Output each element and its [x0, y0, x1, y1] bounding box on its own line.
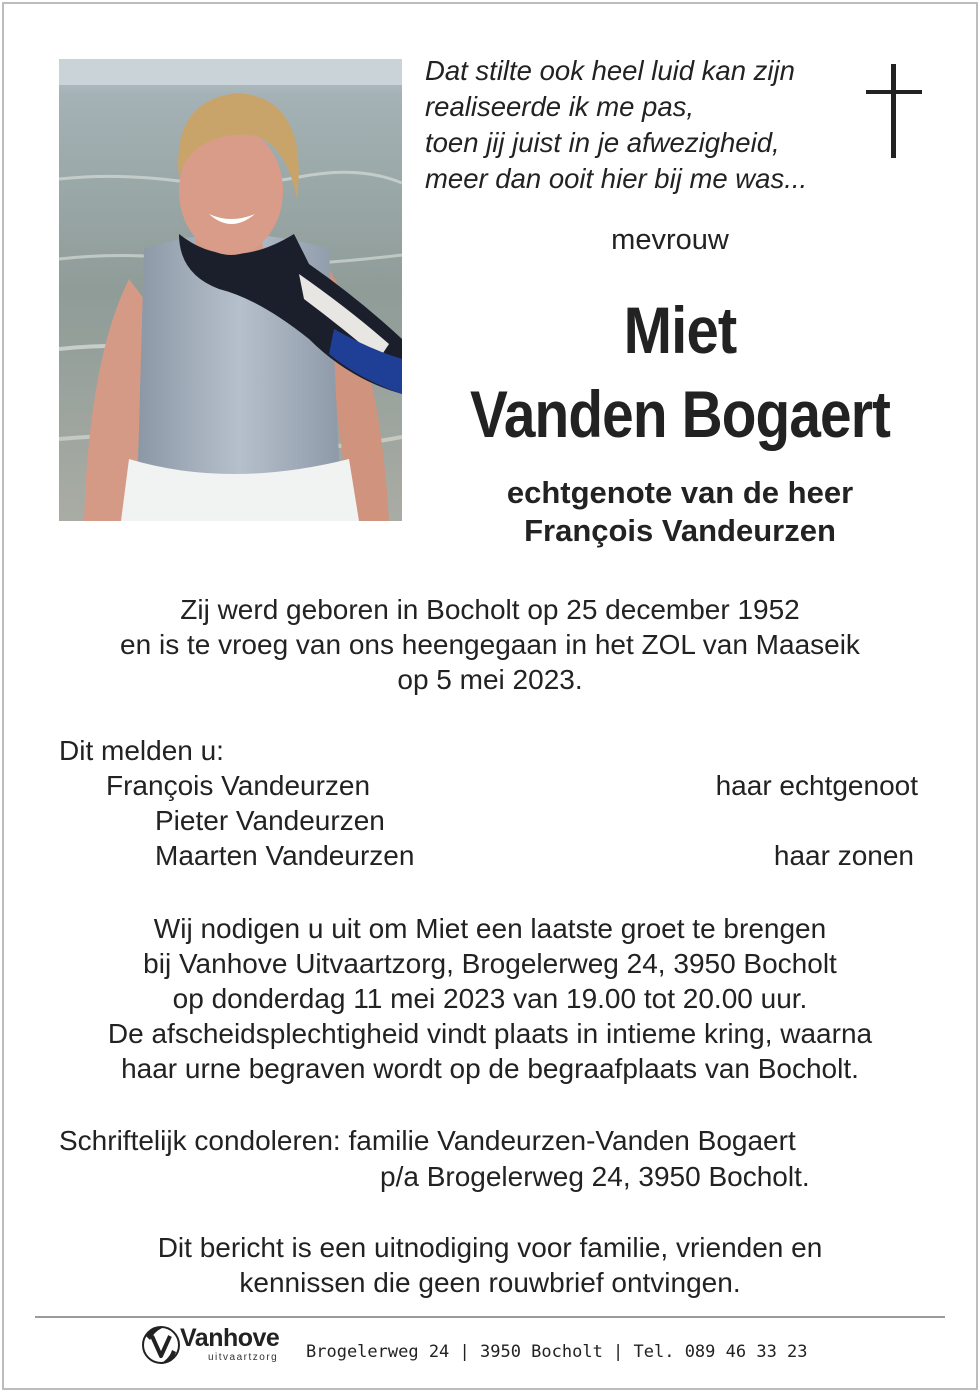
funeral-home-logo — [138, 1322, 298, 1370]
condolence-line: Schriftelijk condoleren: familie Vandeurzen-Vanden Bogaert — [59, 1125, 796, 1156]
announcer-name: Maarten Vandeurzen — [155, 840, 415, 871]
spouse-line: echtgenote van de heer — [506, 475, 854, 510]
paragraph-line: Dit bericht is een uitnodiging voor familie, vrienden en — [157, 1232, 823, 1263]
paragraph-line: haar urne begraven wordt op de begraafplaats van Bocholt. — [121, 1053, 859, 1084]
announcer-name: François Vandeurzen — [106, 770, 371, 801]
logo-mark-icon — [138, 1322, 184, 1368]
birth-death-paragraph — [40, 592, 940, 697]
condolence-address: p/a Brogelerweg 24, 3950 Bocholt. — [380, 1161, 810, 1192]
spouse-info — [440, 474, 920, 550]
paragraph-line: en is te vroeg van ons heengegaan in het ZOL van Maaseik — [120, 629, 860, 660]
paragraph-line: De afscheidsplechtigheid vindt plaats in intieme kring, waarna — [107, 1018, 873, 1049]
paragraph-line: bij Vanhove Uitvaartzorg, Brogelerweg 24, 3950 Bocholt — [143, 948, 837, 979]
paragraph-line: kennissen die geen rouwbrief ontvingen. — [239, 1267, 741, 1298]
invitation-paragraph — [40, 911, 940, 1086]
announcers-heading: Dit melden u: — [59, 735, 224, 766]
spouse-name: François Vandeurzen — [524, 513, 836, 548]
paragraph-line: op 5 mei 2023. — [397, 664, 583, 695]
logo-subtitle: uitvaartzorg — [208, 1352, 279, 1363]
poem-line: realiseerde ik me pas, — [425, 91, 695, 122]
paragraph-line: Zij werd geboren in Bocholt op 25 december 1952 — [180, 594, 800, 625]
cross-icon — [866, 64, 922, 158]
poem-line: Dat stilte ook heel luid kan zijn — [425, 55, 795, 86]
closing-paragraph — [40, 1230, 940, 1300]
honorific-title: mevrouw — [611, 224, 729, 256]
paragraph-line: Wij nodigen u uit om Miet een laatste groet te brengen — [153, 913, 827, 944]
paragraph-line: op donderdag 11 mei 2023 van 19.00 tot 20.00 uur. — [172, 983, 808, 1014]
announcer-role: haar echtgenoot — [715, 770, 918, 801]
announcer-role: haar zonen — [773, 840, 914, 871]
announcer-name: Pieter Vandeurzen — [155, 805, 385, 836]
poem-line: toen jij juist in je afwezigheid, — [425, 127, 780, 158]
poem-line: meer dan ooit hier bij me was... — [425, 163, 808, 194]
logo-name: Vanhove — [180, 1324, 280, 1352]
footer-divider — [35, 1316, 945, 1318]
footer-contact: Brogelerweg 24 | 3950 Bocholt | Tel. 089 46 33 23 — [306, 1342, 808, 1362]
deceased-last-name: Vanden Bogaert — [469, 377, 891, 451]
portrait-photo — [59, 59, 402, 521]
deceased-first-name: Miet — [623, 293, 737, 367]
poem-verse — [425, 53, 855, 197]
